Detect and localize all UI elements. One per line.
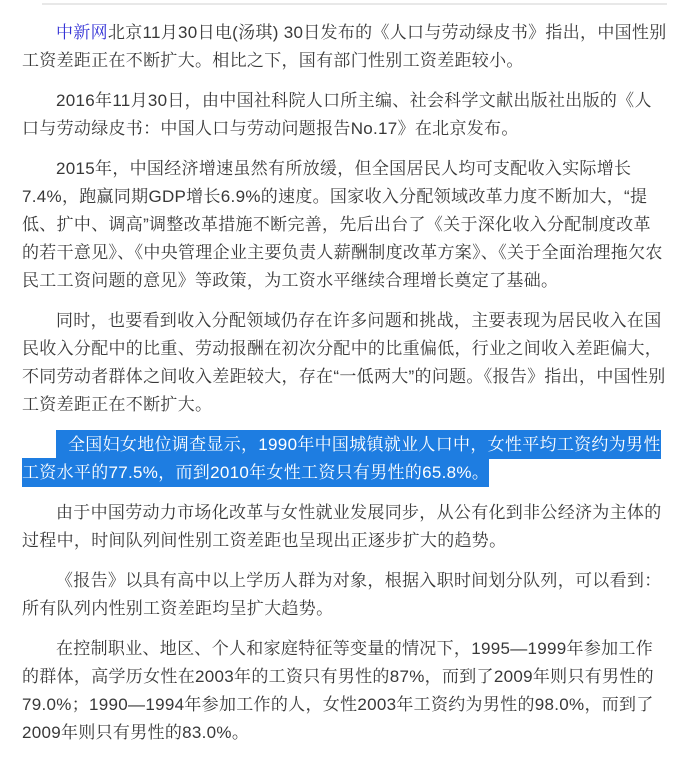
source-link-chinanews[interactable]: 中新网 xyxy=(56,23,108,42)
top-divider xyxy=(42,3,667,5)
paragraph-income-problems: 同时，也要看到收入分配领域仍存在许多问题和挑战，主要表现为居民收入在国民收入分配中的比重、劳动报酬在初次分配中的比重偏低，行业之间收入差距偏大，不同劳动者群体之间收入差距较大，存在“一低两大”的问题。《报告》指出，中国性别工资差距正在不断扩大。 xyxy=(22,311,666,414)
paragraph-report-cohorts: 《报告》以具有高中以上学历人群为对象，根据入职时间划分队列，可以看到：所有队列内性别工资差距均呈扩大趋势。 xyxy=(22,571,662,618)
paragraph-intro xyxy=(22,19,667,75)
selection-highlighted-text: 全国妇女地位调查显示，1990年中国城镇就业人口中，女性平均工资约为男性工资水平的77.5%，而到2010年女性工资只有男性的65.8%。 xyxy=(22,430,661,487)
paragraph-highlighted xyxy=(22,431,667,487)
paragraph-economy-reform: 2015年，中国经济增速虽然有所放缓，但全国居民人均可支配收入实际增长7.4%，跑赢同期GDP增长6.9%的速度。国家收入分配领域改革力度不断加大，“提低、扩中、调高”调整改革措施不断完善，先后出台了《关于深化收入分配制度改革的若干意见》、《中央管理企业主要负责人薪酬制度改革方案》、《关于全面治理拖欠农民工工资问题的意见》等政策，为工资水平继续合理增长奠定了基础。 xyxy=(22,159,663,290)
paragraph-wage-statistics: 在控制职业、地区、个人和家庭特征等变量的情况下，1995—1999年参加工作的群体，高学历女性在2003年的工资只有男性的87%，而到了2009年则只有男性的79.0%；1990—1994年参加工作的人，女性2003年工资约为男性的98.0%，而到了2009年则只有男性的83.0%。 xyxy=(22,639,654,742)
paragraph-book-release: 2016年11月30日，由中国社科院人口所主编、社会科学文献出版社出版的《人口与劳动绿皮书：中国人口与劳动问题报告No.17》在北京发布。 xyxy=(22,91,652,138)
paragraph-intro-text: 北京11月30日电(汤琪) 30日发布的《人口与劳动绿皮书》指出，中国性别工资差距正在不断扩大。相比之下，国有部门性别工资差距较小。 xyxy=(22,23,667,70)
paragraph-market-reform: 由于中国劳动力市场化改革与女性就业发展同步，从公有化到非公经济为主体的过程中，时间队列间性别工资差距也呈现出正逐步扩大的趋势。 xyxy=(22,503,662,550)
